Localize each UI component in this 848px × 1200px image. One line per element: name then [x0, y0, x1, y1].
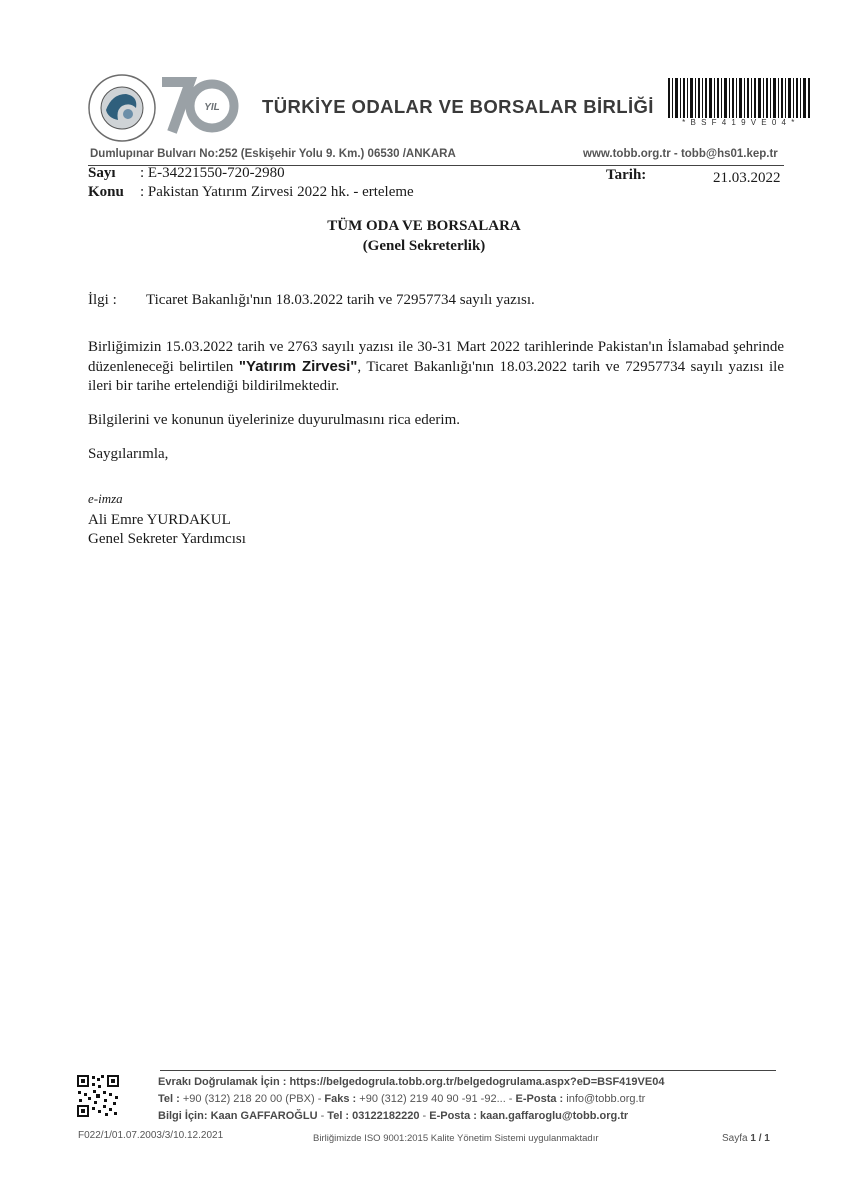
bilgi-label: Bilgi İçin:: [158, 1110, 208, 1122]
verification-qr-code: [76, 1074, 120, 1118]
tobb-seal-logo: [86, 72, 158, 144]
paragraph-1-emphasis: "Yatırım Zirvesi": [238, 358, 358, 375]
page-label: Sayfa: [722, 1133, 748, 1144]
page-value: 1 / 1: [750, 1133, 770, 1144]
contact-line: Tel : +90 (312) 218 20 00 (PBX) - Faks : +90 (312) 219 40 90 -91 -92... - E-Posta : info@tobb.org.tr: [158, 1093, 646, 1105]
bilgi-eposta-label: E-Posta :: [429, 1110, 477, 1122]
tel-value: +90 (312) 218 20 00 (PBX): [182, 1093, 315, 1105]
eposta-value[interactable]: info@tobb.org.tr: [566, 1093, 646, 1105]
sayi-value: : E-34221550-720-2980: [140, 165, 285, 181]
recipient-line-2: (Genel Sekreterlik): [362, 238, 486, 254]
bilgi-tel-label: Tel :: [327, 1110, 350, 1122]
form-code: F022/1/01.07.2003/3/10.12.2021: [78, 1130, 224, 1141]
paragraph-1: [88, 338, 784, 396]
faks-label: Faks :: [324, 1093, 357, 1105]
verify-url[interactable]: https://belgedogrula.tobb.org.tr/belgedogrulama.aspx?eD=BSF419VE04: [289, 1076, 665, 1088]
document-barcode: [668, 78, 810, 120]
ilgi-label: İlgi :: [88, 292, 117, 308]
konu-value: : Pakistan Yatırım Zirvesi 2022 hk. - erteleme: [140, 184, 414, 200]
organization-name: TÜRKİYE ODALAR VE BORSALAR BİRLİĞİ: [262, 96, 654, 117]
barcode-code: * B S F 4 1 9 V E 0 4 *: [682, 118, 796, 127]
address-line: Dumlupınar Bulvarı No:252 (Eskişehir Yolu 9. Km.) 06530 /ANKARA: [90, 148, 456, 160]
web-contact: www.tobb.org.tr - tobb@hs01.kep.tr: [583, 148, 778, 160]
info-line: Bilgi İçin: Kaan GAFFAROĞLU - Tel : 03122182220 - E-Posta : kaan.gaffaroglu@tobb.org.tr: [158, 1110, 629, 1122]
e-signature-mark: e-imza: [88, 491, 123, 506]
ilgi-text: Ticaret Bakanlığı'nın 18.03.2022 tarih ve 72957734 sayılı yazısı.: [146, 292, 535, 308]
bilgi-tel: 03122182220: [352, 1110, 420, 1122]
signatory-title: Genel Sekreter Yardımcısı: [88, 531, 246, 547]
paragraph-1-end: , Ticaret Bakanlığı'nın 18.03.2022 tarih ve 72957734 sayılı yazısı ile ileri bir tarihe ertelendiği bildirilmektedir.: [88, 359, 785, 394]
recipient-line-1: TÜM ODA VE BORSALARA: [327, 218, 521, 234]
eposta-label: E-Posta :: [515, 1093, 564, 1105]
paragraph-1-start: Birliğimizin 15.03.2022 tarih ve 2763 sayılı yazısı ile 30-31 Mart 2022 tarihlerinde Pakistan'ın İslamabad şehrinde düzenleneceği belirtilen: [88, 339, 784, 375]
bilgi-eposta[interactable]: kaan.gaffaroglu@tobb.org.tr: [479, 1110, 629, 1122]
tarih-label: Tarih:: [606, 167, 647, 183]
verify-line: [158, 1076, 664, 1088]
closing: Saygılarımla,: [88, 446, 169, 462]
paragraph-2: Bilgilerini ve konunun üyelerinize duyurulmasını rica ederim.: [88, 412, 460, 428]
bilgi-name: Kaan GAFFAROĞLU: [210, 1110, 318, 1122]
anniversary-suffix: YIL: [204, 102, 220, 113]
sayi-label: Sayı: [88, 165, 116, 181]
footer-divider: [160, 1070, 776, 1071]
page-indicator: [722, 1133, 770, 1144]
verify-label: Evrakı Doğrulamak İçin :: [158, 1076, 287, 1088]
signatory-name: Ali Emre YURDAKUL: [88, 512, 231, 528]
iso-note: Birliğimizde ISO 9001:2015 Kalite Yönetim Sistemi uygulanmaktadır: [313, 1133, 599, 1144]
faks-value: +90 (312) 219 40 90 -91 -92...: [359, 1093, 506, 1105]
tarih-value: 21.03.2022: [713, 170, 781, 186]
konu-label: Konu: [88, 184, 124, 200]
anniversary-70-logo: [160, 76, 242, 136]
tel-label: Tel :: [158, 1093, 180, 1105]
